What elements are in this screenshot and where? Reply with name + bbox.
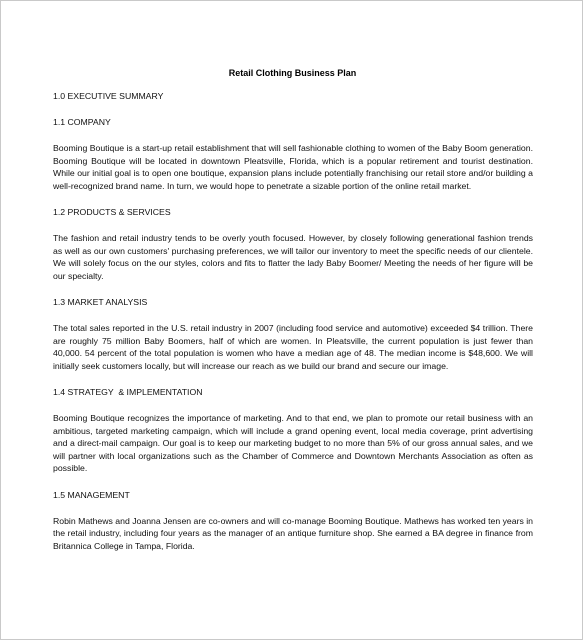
section-heading-executive-summary: 1.0 EXECUTIVE SUMMARY [53, 91, 164, 101]
section-heading-products-services: 1.2 PRODUCTS & SERVICES [53, 207, 171, 217]
section-body-company: Booming Boutique is a start-up retail establishment that will sell fashionable clothing to women of the Baby Boom generation. Booming Boutique will be located in downtown Pleatsville, Florida, which is a popular retirement and tourist destination. While our initial goal is to open one boutique, expansion plans include potentially franchising our retail store and/or building a well-recognized brand name. In turn, we would hope to penetrate a sizable portion of the online retail market. [53, 143, 533, 191]
section-heading-company: 1.1 COMPANY [53, 117, 111, 127]
section-body-management: Robin Mathews and Joanna Jensen are co-owners and will co-manage Booming Boutique. Mathews has worked ten years in the retail industry, including four years as the manager of an antique furniture shop. She earned a BA degree in finance from Britannica College in Tampa, Florida. [53, 515, 534, 551]
section-body-strategy-implementation: Booming Boutique recognizes the importance of marketing. And to that end, we plan to promote our retail business with an ambitious, targeted marketing campaign, which will include a grand opening event, local media coverage, print advertising and a direct-mail campaign. Our goal is to keep our marketing budget to no more than 5% of our gross annual sales, and we will partner with local organizations such as the Chamber of Commerce and Downtown Merchants Association as often as possible. [53, 413, 533, 473]
section-heading-management: 1.5 MANAGEMENT [53, 489, 130, 500]
section-body-market-analysis: The total sales reported in the U.S. retail industry in 2007 (including food service and automotive) exceeded $4 trillion. There are roughly 75 million Baby Boomers, half of which are women. In Pleatsville, the current population is just fewer than 40,000. 54 percent of the total population is women who have a median age of 48. The median income is $48,600. We will initially seek customers locally, but will increase our reach as we build our brand and secure our image. [53, 323, 533, 371]
document-title: Retail Clothing Business Plan [228, 68, 357, 78]
section-heading-strategy-implementation: 1.4 STRATEGY & IMPLEMENTATION [53, 387, 203, 397]
document-body [53, 90, 533, 552]
section-heading-market-analysis: 1.3 MARKET ANALYSIS [53, 297, 148, 307]
section-body-products-services: The fashion and retail industry tends to be overly youth focused. However, by closely following generational fashion trends as well as our own customers' purchasing preferences, we will tailor our inventory to meet the specific needs of our clientele. We will solely focus on the our styles, colors and fits to flatter the lady Baby Boomer/ Meeting the needs of her figure will be our specialty. [53, 233, 533, 281]
